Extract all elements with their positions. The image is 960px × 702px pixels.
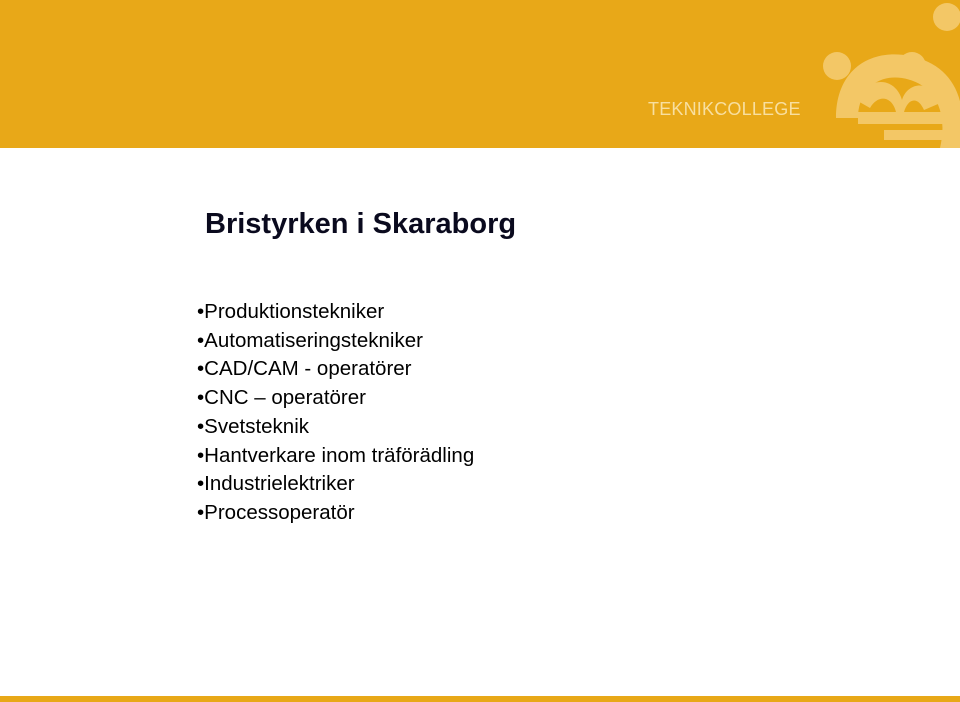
list-item: •CNC – operatörer	[197, 386, 366, 410]
header-band	[0, 0, 960, 148]
list-item: •Produktionstekniker	[197, 300, 385, 323]
brand-name: TEKNIKCOLLEGE	[648, 99, 801, 119]
list-item: •Automatiseringstekniker	[197, 328, 423, 352]
list-item: •Industrielektriker	[197, 472, 355, 496]
slide-title: Bristyrken i Skaraborg	[205, 208, 517, 240]
bullet-list	[197, 298, 474, 528]
list-item: •Processoperatör	[197, 500, 355, 524]
teknikcollege-logo-icon	[800, 0, 960, 148]
list-item: •CAD/CAM - operatörer	[197, 357, 412, 381]
list-item: •Svetsteknik	[197, 414, 309, 438]
list-item: •Hantverkare inom träförädling	[197, 443, 475, 467]
footer-band	[0, 696, 960, 702]
